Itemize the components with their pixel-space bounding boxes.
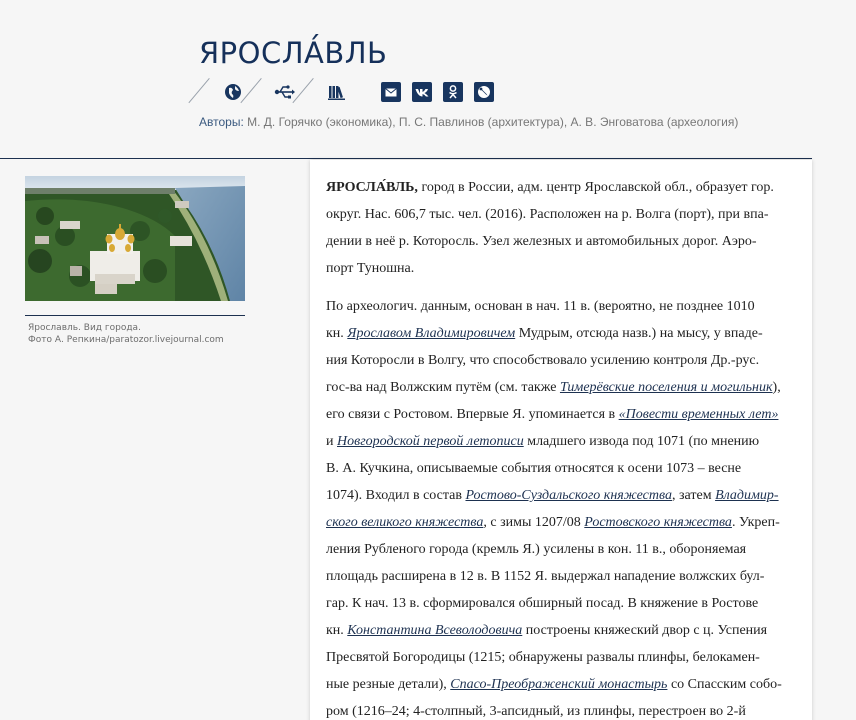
caption-credit: Фото А. Репкина/paratozor.livejournal.com: [28, 335, 224, 345]
text-line: ром (1216–24; 4-столпный, 3-апсидный, из плинфы, перестроен во 2-й: [326, 704, 746, 719]
link-primary-chronicle[interactable]: «Повести временных лет»: [618, 407, 779, 422]
aerial-view-image: [25, 176, 245, 301]
city-photo[interactable]: [25, 176, 245, 301]
link-timerevo-settlements[interactable]: Тимерёвские поселения и могильник: [559, 380, 773, 395]
text-line: ЯРОСЛА́ВЛЬ, город в России, адм. центр Ярославской обл., образует гор.: [326, 180, 774, 195]
livejournal-icon[interactable]: [474, 82, 494, 102]
text-line: По археологич. данным, основан в нач. 11 в. (вероятно, не позднее 1010: [326, 299, 755, 314]
text-line: Пресвятой Богородицы (1215; обнаружены развалы плинфы, белокамен-: [326, 650, 760, 665]
text-line: ления Рубленого города (кремль Я.) усилены в кон. 11 в., обороняемая: [326, 542, 747, 557]
text-line: порт Туношна.: [326, 261, 415, 276]
link-vladimir-grand-principality[interactable]: Владимир-: [715, 488, 779, 503]
text-line: гос-ва над Волжским путём (см. также Тимерёвские поселения и могильник),: [326, 380, 781, 395]
odnoklassniki-icon[interactable]: [443, 82, 463, 102]
link-konstantin-vsevolodovich[interactable]: Константина Всеволодовича: [347, 623, 523, 638]
toolbar-separator: [303, 77, 325, 107]
text-line: В. А. Кучкина, описываемые события относятся к осени 1073 – весне: [326, 461, 742, 476]
link-vladimir-grand-principality[interactable]: ского великого княжества: [326, 515, 484, 530]
authors-line: [199, 114, 856, 130]
article-body: [310, 160, 812, 720]
link-rostov-principality[interactable]: Ростовского княжества: [584, 515, 732, 530]
text-line: 1074). Входил в состав Ростово-Суздальского княжества, затем Владимир-: [326, 488, 779, 503]
page-title: ЯРОСЛА́ВЛЬ: [199, 36, 388, 70]
library-icon[interactable]: [325, 80, 349, 104]
link-spaso-preobrazhensky-monastery[interactable]: Спасо-Преображенский монастырь: [450, 677, 668, 692]
link-yaroslav-vladimirovich[interactable]: Ярославом Владимировичем: [347, 326, 516, 341]
toolbar-separator: [199, 77, 221, 107]
article-paragraph: [326, 174, 798, 282]
text-line: кн. Константина Всеволодовича построены княжеский двор с ц. Успения: [326, 623, 768, 638]
text-line: ского великого княжества, с зимы 1207/08 Ростовского княжества. Укреп-: [326, 515, 780, 530]
text-line: округ. Нас. 606,7 тыс. чел. (2016). Расположен на р. Волга (порт), при впа-: [326, 207, 769, 222]
text-line: его связи с Ростовом. Впервые Я. упоминается в «Повести временных лет»: [326, 407, 779, 422]
text-line: ные резные детали), Спасо-Преображенский монастырь со Спасским собо-: [326, 677, 782, 692]
mail-icon[interactable]: [381, 82, 401, 102]
link-rostov-suzdal-principality[interactable]: Ростово-Суздальского княжества: [465, 488, 672, 503]
toolbar-separator: [251, 77, 273, 107]
link-novgorod-first-chronicle[interactable]: Новгородской первой летописи: [337, 434, 524, 449]
article-term: ЯРОСЛА́ВЛЬ,: [326, 180, 418, 195]
authors-text: М. Д. Горячко (экономика), П. С. Павлинов (архитектура), А. В. Энговатова (археология): [247, 115, 739, 129]
image-caption-rule: [25, 315, 245, 316]
article-toolbar: [199, 77, 856, 107]
authors-label: Авторы:: [199, 115, 244, 129]
text-line: и Новгородской первой летописи младшего извода под 1071 (по мнению: [326, 434, 760, 449]
article-paragraph: [326, 293, 798, 720]
text-line: кн. Ярославом Владимировичем Мудрым, отсюда назв.) на мысу, у впаде-: [326, 326, 763, 341]
article-header: [199, 34, 856, 130]
text-line: ния Которосли в Волгу, что способствовало усилению контроля Др.-рус.: [326, 353, 760, 368]
text-line: дении в неё р. Которосль. Узел железных и автомобильных дорог. Аэро-: [326, 234, 757, 249]
caption-line: Ярославль. Вид города.: [28, 323, 141, 333]
image-caption: [28, 322, 268, 346]
header-divider: [0, 158, 812, 159]
vk-icon[interactable]: [412, 82, 432, 102]
text-line: гар. К нач. 13 в. сформировался обширный посад. В княжение в Ростове: [326, 596, 759, 611]
text-line: площадь расширена в 12 в. В 1152 Я. выдержал нападение волжских бул-: [326, 569, 765, 584]
